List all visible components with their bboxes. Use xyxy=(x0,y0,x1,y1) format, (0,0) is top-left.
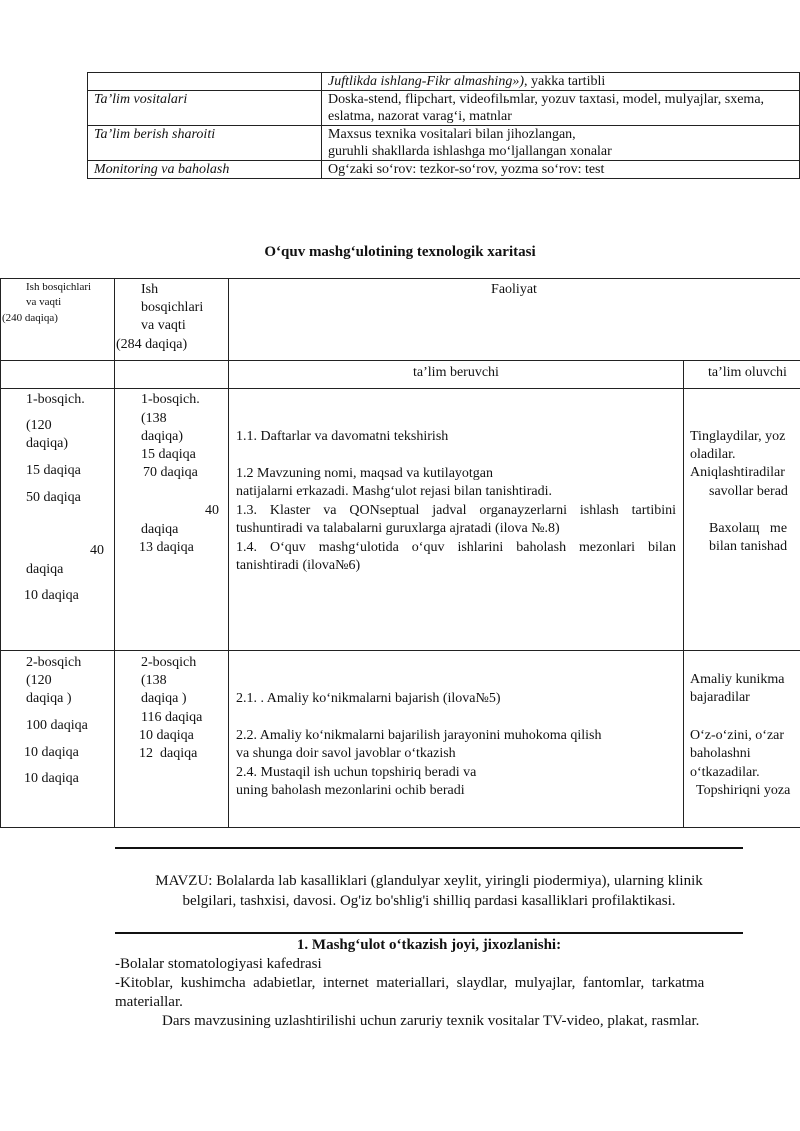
activity-item: 2.1. . Amaliy ko‘nikmalarni bajarish (ilova№5) xyxy=(236,691,501,706)
time-item: 10 daqiqa xyxy=(24,771,79,786)
stage-total-unit: daqiqa ) xyxy=(26,691,72,706)
time-item: 116 daqiqa xyxy=(141,710,203,725)
row-label xyxy=(88,73,322,91)
stage-total-unit: daqiqa) xyxy=(26,436,68,451)
rule-col2 xyxy=(114,278,115,828)
student-item: bajaradilar xyxy=(690,690,750,705)
stage-title: 2-bosqich xyxy=(141,655,197,670)
rule-top xyxy=(0,278,800,279)
time-item: 13 daqiqa xyxy=(139,540,194,555)
section-line: -Kitoblar, kushimcha adabietlar, internet materiallari, slaydlar, mulyajlar, fantomlar, tarkatma xyxy=(115,975,705,991)
activity-item: 1.3. Klaster va QONseptual jadval organayzerlarni ishlash tartibini tushuntiradi va talabalarni guruxlarga ajratadi (ilova №.8) xyxy=(236,503,676,536)
time-item: 15 daqiqa xyxy=(141,447,196,462)
top-table xyxy=(87,72,800,179)
time-item: 40 xyxy=(90,543,104,558)
activity-item: va shunga doir savol javoblar o‘tkazish xyxy=(236,746,456,761)
row-label: Monitoring va baholash xyxy=(88,161,322,179)
activity-item: 2.2. Amaliy ko‘nikmalarni bajarilish jarayonini muhokoma qilish xyxy=(236,728,602,743)
table-row xyxy=(88,161,800,179)
mavzu-label: MAVZU: xyxy=(155,873,213,889)
time-item-unit: daqiqa xyxy=(141,522,179,537)
student-subheader: ta’lim oluvchi xyxy=(708,365,787,380)
col2-header-2: bosqichlari xyxy=(141,300,204,315)
activity-item: 2.4. Mustaqil ish uchun topshiriq beradi va xyxy=(236,765,477,780)
row-label: Ta’lim berish sharoiti xyxy=(88,126,322,161)
section-body xyxy=(115,955,743,1031)
stage-total: (138 xyxy=(141,411,167,426)
time-item: 10 daqiqa xyxy=(139,728,194,743)
stage-title: 1-bosqich. xyxy=(141,392,200,407)
stage-total-unit: daqiqa ) xyxy=(141,691,187,706)
stage-total: (120 xyxy=(26,418,52,433)
stage-title: 2-bosqich xyxy=(26,655,82,670)
mavzu-line-2: belgilari, tashxisi, davosi. Og'iz bo'shlig'i shilliq pardasi kasalliklari profilaktikasi. xyxy=(182,893,676,909)
divider xyxy=(115,932,743,934)
activity-item: uning baholash mezonlarini ochib beradi xyxy=(236,783,465,798)
activity-item: natijalarni eтkazadi. Mashg‘ulot rejasi bilan tanishtiradi. xyxy=(236,484,552,499)
divider xyxy=(115,847,743,849)
student-item: bilan tanishad xyxy=(709,539,788,554)
stage-total-unit: daqiqa) xyxy=(141,429,183,444)
mavzu-block xyxy=(115,871,743,911)
teacher-subheader: ta’lim beruvchi xyxy=(413,365,499,380)
row-value: Maxsus texnika vositalari bilan jihozlangan, guruhli shakllarda ishlashga mo‘ljallangan xonalar xyxy=(322,126,800,161)
stage-total: (138 xyxy=(141,673,167,688)
student-item: oladilar. xyxy=(690,447,736,462)
activity-header: Faoliyat xyxy=(491,282,537,297)
student-item: o‘tkazadilar. xyxy=(690,765,760,780)
stage2-student xyxy=(684,651,800,827)
row-value: Og‘zaki so‘rov: tezkor-so‘rov, yozma so‘rov: test xyxy=(322,161,800,179)
time-item: 12 daqiqa xyxy=(139,746,198,761)
col2-header-3: va vaqti xyxy=(141,318,186,333)
section-line: Dars mavzusining uzlashtirilishi uchun zaruriy texnik vositalar TV-video, plakat, rasmlar. xyxy=(162,1013,700,1029)
table-row xyxy=(88,91,800,126)
col1-header-1: Ish bosqichlari xyxy=(26,281,92,293)
table-row xyxy=(88,126,800,161)
col1-header-2: va vaqti xyxy=(26,296,62,308)
student-item: Amaliy kunikma xyxy=(690,672,785,687)
rule-col3 xyxy=(228,278,229,828)
activity-item: 1.2 Mavzuning nomi, maqsad va kutilayotgan xyxy=(236,466,494,481)
student-item: Aniqlashtiradilar xyxy=(690,465,785,480)
table-row xyxy=(88,73,800,91)
section-line: materiallar. xyxy=(115,994,183,1010)
activity-item: 1.1. Daftarlar va davomatni tekshirish xyxy=(236,429,449,444)
time-item: 100 daqiqa xyxy=(26,718,88,733)
time-item: 10 daqiqa xyxy=(24,588,79,603)
row-value: Juftlikda ishlang-Fikr almashing»), yakka tartibli xyxy=(322,73,800,91)
time-item: 40 xyxy=(205,503,219,518)
time-item: 50 daqiqa xyxy=(26,490,81,505)
time-item: 10 daqiqa xyxy=(24,745,79,760)
student-item: Topshiriqni yoza xyxy=(696,783,791,798)
stage-title: 1-bosqich. xyxy=(26,392,85,407)
map-title: O‘quv mashg‘ulotining texnologik xaritasi xyxy=(264,244,536,260)
time-item: 15 daqiqa xyxy=(26,463,81,478)
section-line: -Bolalar stomatologiyasi kafedrasi xyxy=(115,956,322,972)
stage-total: (120 xyxy=(26,673,52,688)
rule-header xyxy=(0,360,800,361)
section-heading: 1. Mashg‘ulot o‘tkazish joyi, jixozlanishi: xyxy=(296,937,562,953)
rule-stage xyxy=(0,650,800,651)
col2-header-4: (284 daqiqa) xyxy=(116,337,188,352)
mavzu-line-1: MAVZU: Bolalarda lab kasalliklari (glandulyar xeylit, yiringli piodermiya), ularning klinik xyxy=(155,873,703,889)
col1-header-3: (240 daqiqa) xyxy=(2,312,58,324)
col2-header-1: Ish xyxy=(141,282,159,297)
stage1-student xyxy=(684,389,800,650)
student-item: O‘z-o‘zini, o‘zar xyxy=(690,728,785,743)
rule-sub xyxy=(0,388,800,389)
activity-item: 1.4. O‘quv mashg‘ulotida o‘quv ishlarini baholash mezonlari bilan tanishtiradi (ilova№6) xyxy=(236,540,676,573)
student-item: baholashni xyxy=(690,746,751,761)
rule-left xyxy=(0,278,1,828)
row-value: Doska-stend, flipchart, videofilьmlar, yozuv taxtasi, model, mulyajlar, sxema, eslatma, nazorat varag‘i, matnlar xyxy=(322,91,800,126)
student-item: Tinglaydilar, yoz xyxy=(690,429,786,444)
rule-bottom xyxy=(0,827,800,828)
time-item-unit: daqiqa xyxy=(26,562,64,577)
student-item: savollar berad xyxy=(709,484,788,499)
time-item: 70 daqiqa xyxy=(143,465,198,480)
student-item: Baxolaщ me xyxy=(709,521,788,536)
row-label: Ta’lim vositalari xyxy=(88,91,322,126)
